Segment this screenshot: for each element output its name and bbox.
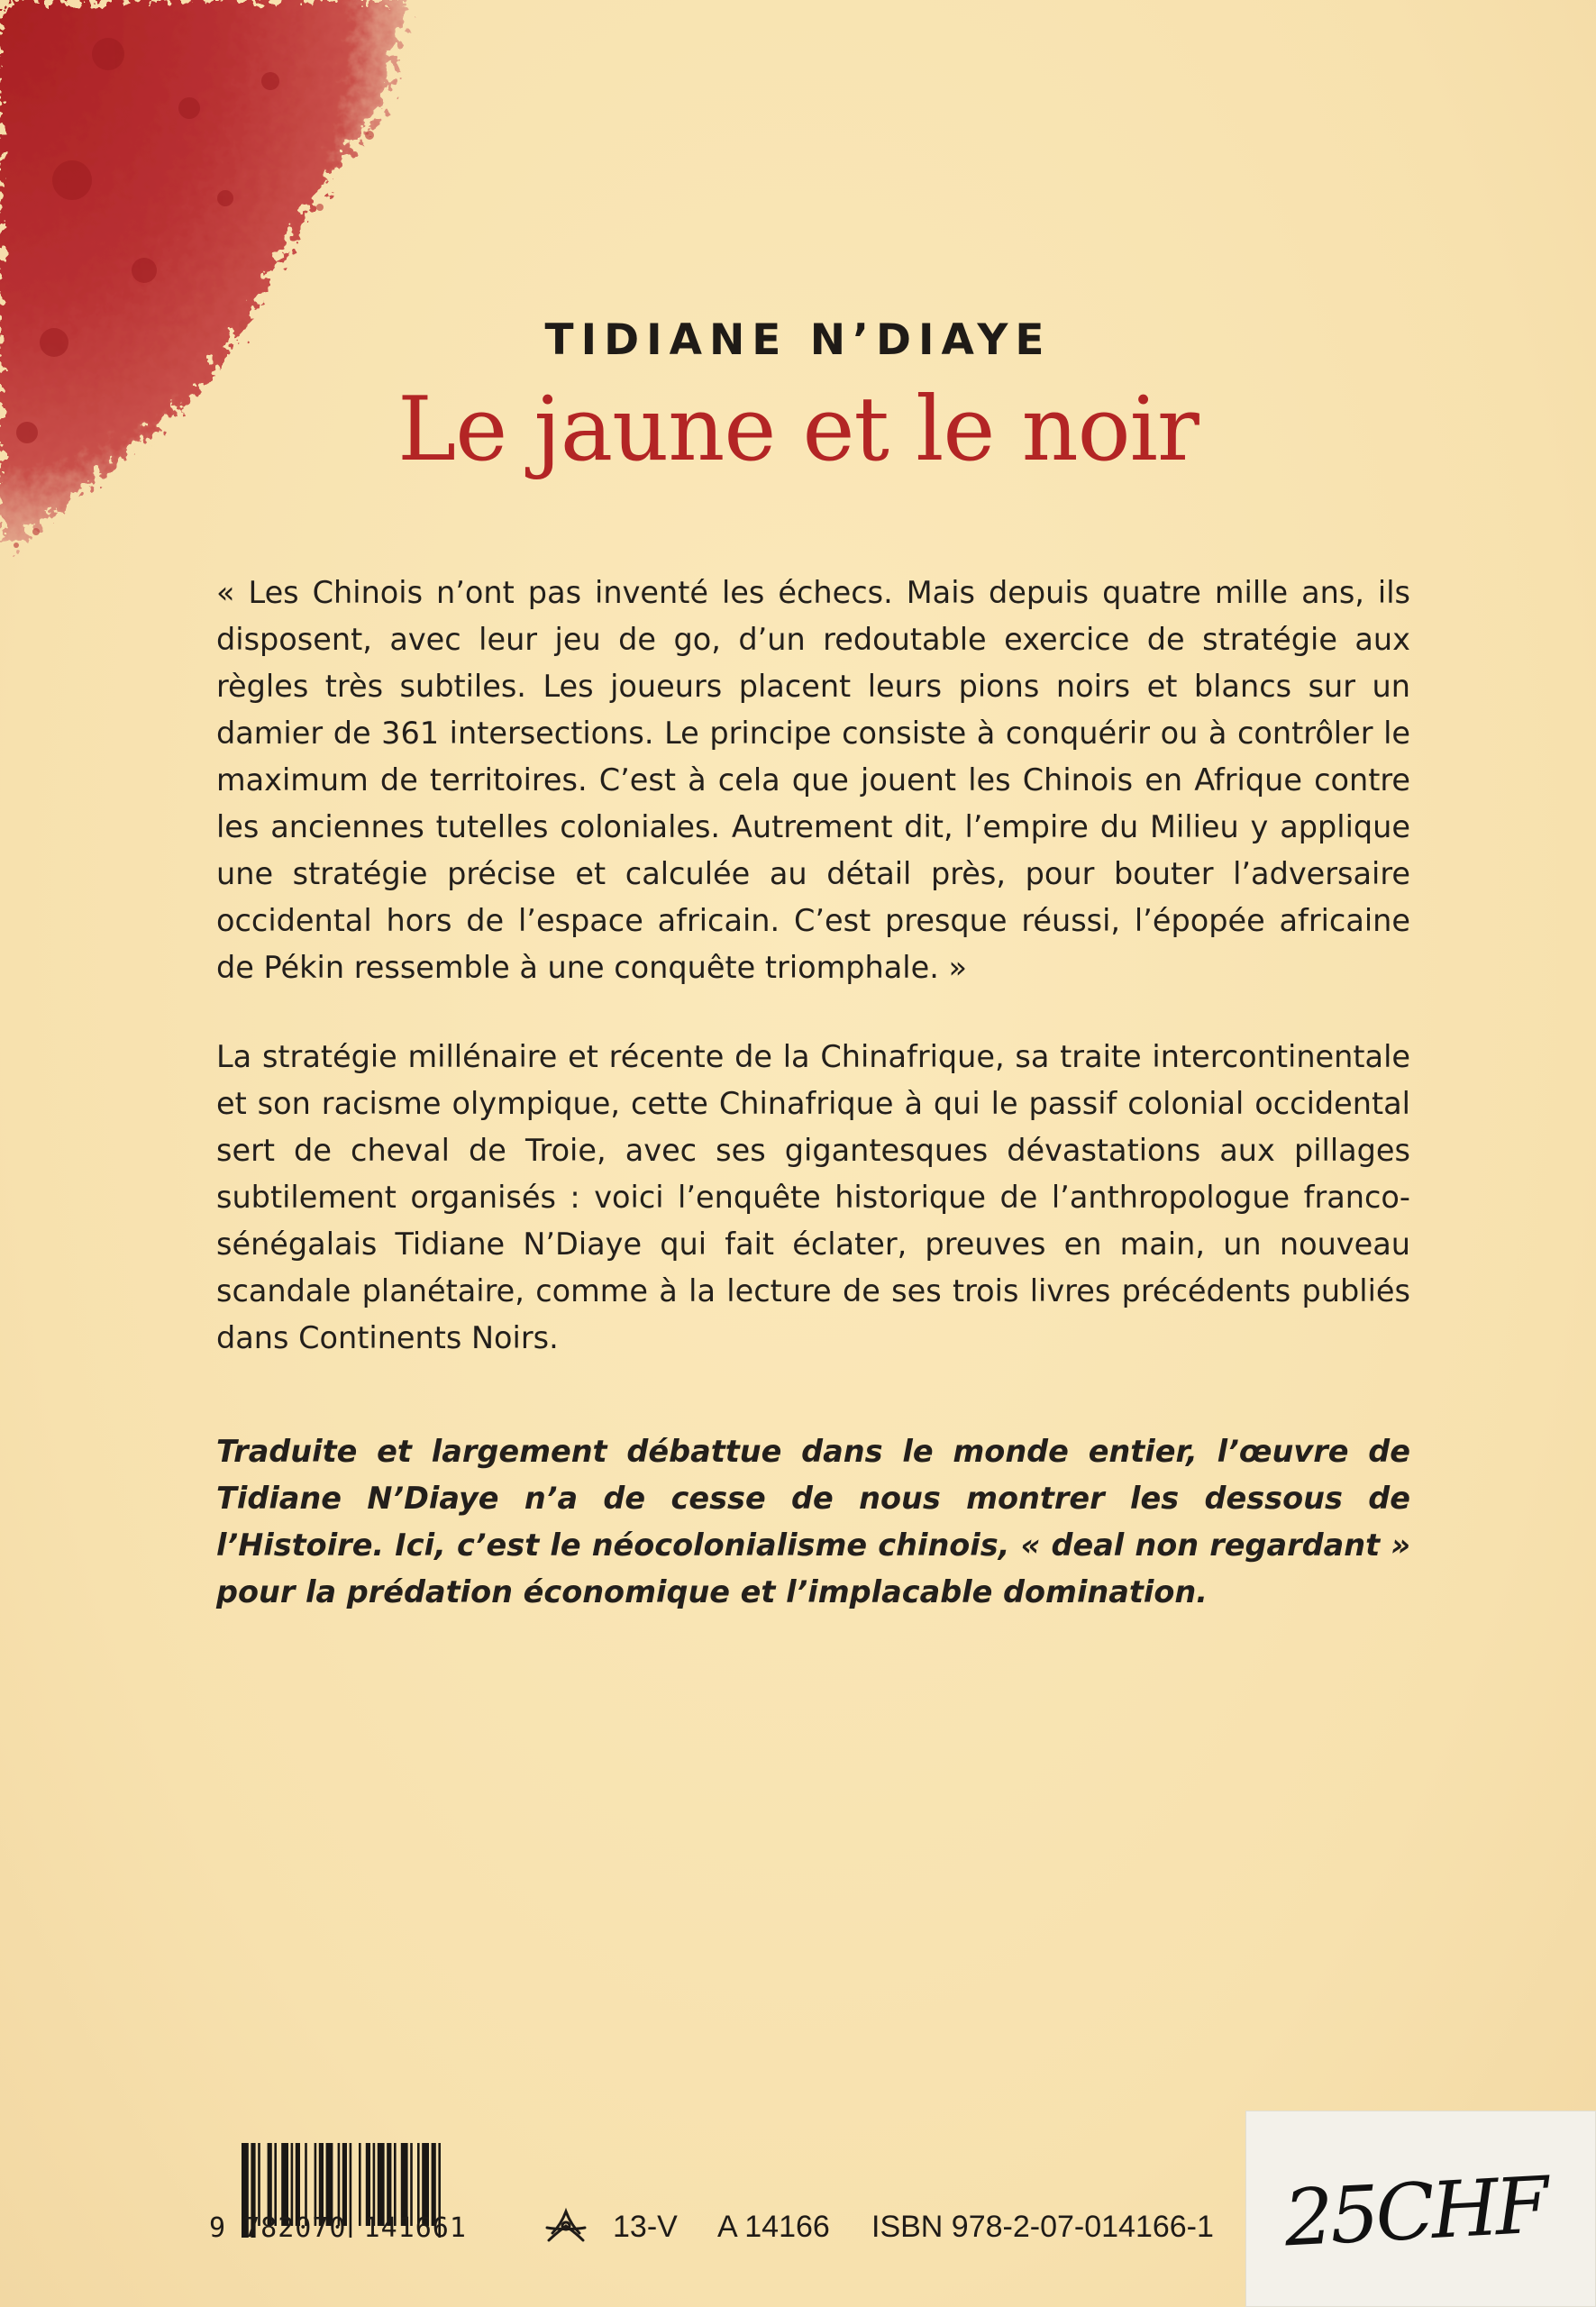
closing-paragraph: Traduite et largement débattue dans le monde entier, l’œuvre de Tidiane N’Diaye n’a de cesse de nous montrer les dessous de l’Histoire. Ici, c’est le néocolonialisme chinois, « deal non regardant » pour la prédation économique et l’implacable domination. — [216, 1434, 1410, 1609]
publisher-logo-icon — [543, 2206, 588, 2247]
classification-code: 13-V — [613, 2210, 678, 2244]
description-paragraph: La stratégie millénaire et récente de la Chinafrique, sa traite intercontinentale et son racisme olympique, cette Chinafrique à qui le passif colonial occidental sert de cheval de Troie, avec ses gigantesques dévastations aux pillages subtilement organisés : voici l’enquête historique de l’anthropologue francosénégalais Tidiane N’Diaye qui fait éclater, preuves en main, un nouveau scandale planétaire, comme à la lecture de ses trois livres précédents publiés dans Continents Noirs. — [216, 1039, 1410, 1355]
author-name: TIDIANE N’DIAYE — [544, 315, 1052, 365]
barcode-digits: 9 782070 141661 — [209, 2212, 467, 2244]
quote-paragraph: « Les Chinois n’ont pas inventé les échecs. Mais depuis quatre mille ans, ils disposent, avec leur jeu de go, d’un redoutable exercice de stratégie aux règles très subtiles. Les joueurs placent leurs pions noirs et blancs sur un damier de 361 intersections. Le principe consiste à conquérir ou à contrôler le maximum de territoires. C’est à cela que jouent les Chinois en Afrique contre les anciennes tutelles coloniales. Autrement dit, l’empire du Milieu y applique une stratégie précise et calculée au détail près, pour bouter l’adversaire occidental hors de l’espace africain. C’est presque réussi, l’épopée africaine de Pékin ressemble à une conquête triomphale. » — [216, 575, 1410, 985]
catalog-number: A 14166 — [717, 2210, 830, 2244]
book-title: Le jaune et le noir — [397, 378, 1199, 481]
isbn: ISBN 978-2-07-014166-1 — [871, 2210, 1214, 2244]
price-handwritten: 25CHF — [1281, 2160, 1548, 2265]
